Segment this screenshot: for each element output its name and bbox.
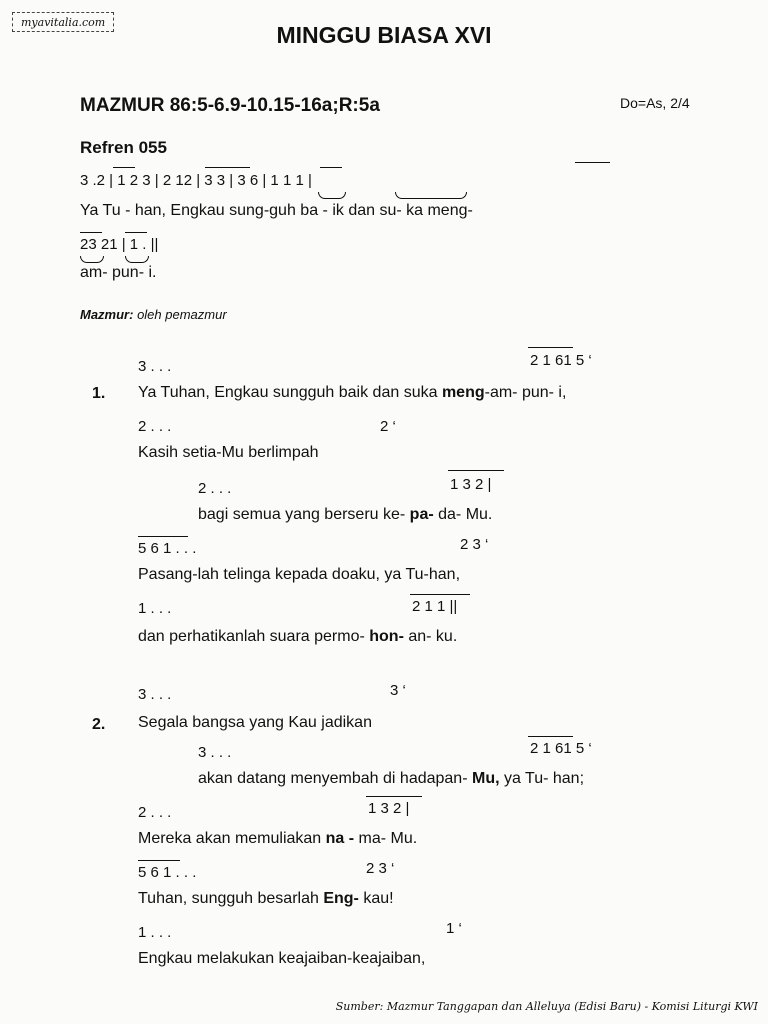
verse-notes: 3 . . . — [198, 744, 232, 761]
verse-notes: 5 6 1 . . . — [138, 540, 197, 557]
overline-mark — [575, 162, 610, 163]
overline-mark — [80, 232, 102, 233]
verse-notes: 3 . . . — [138, 358, 172, 375]
refrain-notes-2: 23 21 | 1 . || — [80, 236, 159, 253]
verse-lyric: Pasang-lah telinga kepada doaku, ya Tu-han, — [138, 566, 461, 583]
verse-notes: 2 1 61 5 ‘ — [530, 740, 592, 757]
verse-lyric: Engkau melakukan keajaiban-keajaiban, — [138, 950, 426, 967]
overline-mark — [138, 536, 188, 537]
verse-notes: 2 . . . — [138, 418, 172, 435]
verse-notes: 2 1 61 5 ‘ — [530, 352, 592, 369]
overline-mark — [528, 736, 573, 737]
source-credit: Sumber: Mazmur Tanggapan dan Alleluya (Edisi Baru) - Komisi Liturgi KWI — [335, 1000, 758, 1013]
overline-mark — [113, 167, 135, 168]
verse-notes: 1 . . . — [138, 924, 172, 941]
psalm-reference: MAZMUR 86:5-6.9-10.15-16a;R:5a — [80, 95, 380, 116]
verse-lyric: dan perhatikanlah suara permo- hon- an- ku. — [138, 628, 458, 645]
refrain-notes-1: 3 .2 | 1 2 3 | 2 12 | 3 3 | 3 6 | 1 1 1 | — [80, 172, 312, 189]
verse-lyric: Segala bangsa yang Kau jadikan — [138, 714, 372, 731]
overline-mark — [448, 470, 504, 471]
verse-lyric: Tuhan, sungguh besarlah Eng- kau! — [138, 890, 394, 907]
watermark: myavitalia.com — [12, 12, 114, 32]
verse-notes: 1 3 2 | — [368, 800, 410, 817]
verse-notes: 1 . . . — [138, 600, 172, 617]
verse-notes: 3 ‘ — [390, 682, 406, 699]
overline-mark — [320, 167, 342, 168]
overline-mark — [528, 347, 573, 348]
verse-notes: 3 . . . — [138, 686, 172, 703]
verse-lyric: Mereka akan memuliakan na - ma- Mu. — [138, 830, 418, 847]
verse-notes: 2 3 ‘ — [460, 536, 489, 553]
verse-notes: 2 . . . — [138, 804, 172, 821]
verse-lyric: akan datang menyembah di hadapan- Mu, ya Tu- han; — [198, 770, 585, 787]
verse-lyric: Ya Tuhan, Engkau sungguh baik dan suka meng-am- pun- i, — [138, 384, 567, 401]
verse-notes: 5 6 1 . . . — [138, 864, 197, 881]
slur-mark — [395, 192, 467, 199]
verse-notes: 1 3 2 | — [450, 476, 492, 493]
slur-mark — [125, 256, 149, 263]
verse-number: 2. — [92, 716, 106, 733]
overline-mark — [366, 796, 422, 797]
verse-notes: 2 3 ‘ — [366, 860, 395, 877]
verse-lyric: Kasih setia-Mu berlimpah — [138, 444, 319, 461]
overline-mark — [125, 232, 147, 233]
refrain-lyric-1: Ya Tu - han, Engkau sung-guh ba - ik dan su- ka meng- — [80, 202, 473, 219]
refrain-heading: Refren 055 — [80, 138, 167, 157]
overline-mark — [410, 594, 470, 595]
psalm-subheading: Mazmur: oleh pemazmur — [80, 307, 227, 322]
verse-notes: 2 1 1 || — [412, 598, 458, 615]
overline-mark — [138, 860, 180, 861]
overline-mark — [205, 167, 250, 168]
verse-notes: 2 ‘ — [380, 418, 396, 435]
refrain-lyric-2: am- pun- i. — [80, 264, 157, 281]
verse-lyric: bagi semua yang berseru ke- pa- da- Mu. — [198, 506, 493, 523]
slur-mark — [318, 192, 346, 199]
slur-mark — [80, 256, 104, 263]
verse-notes: 2 . . . — [198, 480, 232, 497]
verse-number: 1. — [92, 385, 106, 402]
key-signature: Do=As, 2/4 — [620, 95, 690, 111]
verse-notes: 1 ‘ — [446, 920, 462, 937]
page-title: MINGGU BIASA XVI — [276, 22, 492, 48]
